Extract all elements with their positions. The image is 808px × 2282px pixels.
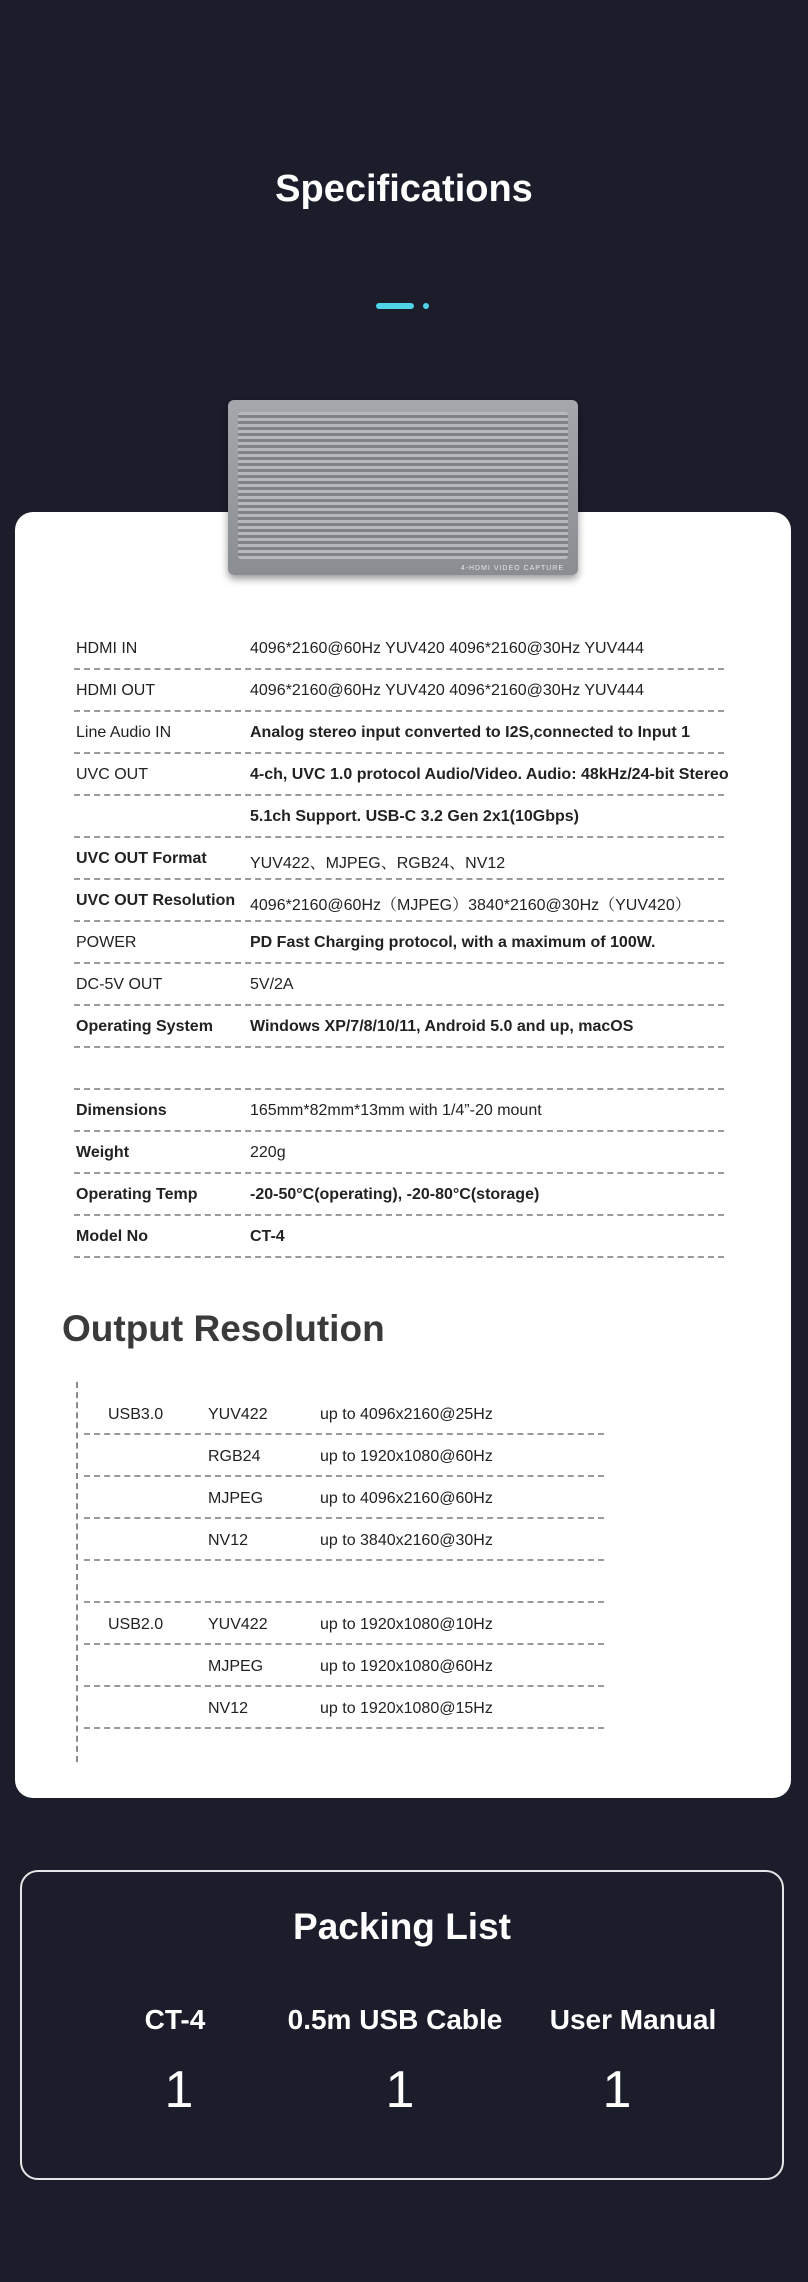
spec-row xyxy=(74,1216,724,1258)
spec-row xyxy=(74,1090,724,1132)
spec-row xyxy=(74,1006,724,1048)
packing-list-title: Packing List xyxy=(293,1906,511,1947)
spec-key: Line Audio IN xyxy=(76,724,172,741)
spec-key: Weight xyxy=(76,1144,130,1161)
spec-row xyxy=(74,796,724,838)
spec-row xyxy=(74,1132,724,1174)
device-label: 4-HDMI VIDEO CAPTURE xyxy=(460,565,564,572)
packing-item-qty: 1 xyxy=(164,2061,194,2119)
spec-row xyxy=(74,712,724,754)
resolution-row xyxy=(84,1393,604,1435)
packing-item-name: User Manual xyxy=(549,2004,717,2035)
spec-value: -20-50°C(operating), -20-80°C(storage) xyxy=(250,1186,540,1203)
spec-value: 220g xyxy=(250,1144,286,1161)
resolution-resolution: up to 4096x2160@60Hz xyxy=(320,1490,493,1507)
spec-key: UVC OUT Format xyxy=(76,850,207,867)
spec-key: Operating Temp xyxy=(76,1186,198,1203)
spec-value: PD Fast Charging protocol, with a maximum of 100W. xyxy=(250,934,656,951)
spec-key: Operating System xyxy=(76,1018,213,1035)
resolution-resolution: up to 1920x1080@60Hz xyxy=(320,1658,493,1675)
resolution-usb-version: USB3.0 xyxy=(108,1406,164,1423)
resolution-row xyxy=(84,1687,604,1729)
spec-value: YUV422、MJPEG、RGB24、NV12 xyxy=(250,855,506,872)
device-ribs xyxy=(238,412,568,559)
spec-value: 4096*2160@60Hz（MJPEG）3840*2160@30Hz（YUV420） xyxy=(250,897,691,914)
spec-table xyxy=(74,628,729,1258)
spec-row xyxy=(74,1174,724,1216)
spec-value: 165mm*82mm*13mm with 1/4”-20 mount xyxy=(250,1102,542,1119)
resolution-format: NV12 xyxy=(208,1700,249,1717)
resolution-row xyxy=(84,1477,604,1519)
spec-row xyxy=(74,1048,724,1090)
resolution-format: YUV422 xyxy=(208,1616,268,1633)
spec-value: 4096*2160@60Hz YUV420 4096*2160@30Hz YUV444 xyxy=(250,682,644,699)
packing-item-qty: 1 xyxy=(602,2061,632,2119)
device-image xyxy=(228,400,578,575)
accent-dot xyxy=(423,303,429,309)
spec-row xyxy=(74,670,724,712)
resolution-row xyxy=(84,1561,604,1603)
spec-key: POWER xyxy=(76,934,137,951)
spec-value: 4-ch, UVC 1.0 protocol Audio/Video. Audio: 48kHz/24-bit Stereo xyxy=(250,766,729,783)
resolution-table xyxy=(84,1393,604,1729)
spec-row xyxy=(74,922,724,964)
resolution-resolution: up to 3840x2160@30Hz xyxy=(320,1532,493,1549)
spec-row xyxy=(74,964,724,1006)
spec-key: Dimensions xyxy=(76,1102,167,1119)
spec-value: CT-4 xyxy=(250,1228,285,1245)
resolution-format: MJPEG xyxy=(208,1658,264,1675)
spec-value: 4096*2160@60Hz YUV420 4096*2160@30Hz YUV444 xyxy=(250,640,644,657)
resolution-row xyxy=(84,1603,604,1645)
accent-dash xyxy=(376,303,414,309)
resolution-row xyxy=(84,1435,604,1477)
resolution-format: RGB24 xyxy=(208,1448,261,1465)
resolution-row xyxy=(84,1519,604,1561)
resolution-resolution: up to 4096x2160@25Hz xyxy=(320,1406,493,1423)
spec-row xyxy=(74,628,724,670)
resolution-row xyxy=(84,1645,604,1687)
output-resolution-title: Output Resolution xyxy=(62,1308,385,1349)
spec-key: HDMI IN xyxy=(76,640,138,657)
spec-key: Model No xyxy=(76,1228,148,1245)
packing-item-qty: 1 xyxy=(385,2061,415,2119)
spec-row xyxy=(74,754,729,796)
spec-value: 5.1ch Support. USB-C 3.2 Gen 2x1(10Gbps) xyxy=(250,808,579,825)
packing-item-name: 0.5m USB Cable xyxy=(287,2004,503,2035)
spec-key: DC-5V OUT xyxy=(76,976,163,993)
resolution-format: YUV422 xyxy=(208,1406,268,1423)
spec-value: Analog stereo input converted to I2S,connected to Input 1 xyxy=(250,724,691,741)
spec-row xyxy=(74,838,724,880)
packing-item-name: CT-4 xyxy=(144,2004,206,2035)
resolution-format: MJPEG xyxy=(208,1490,264,1507)
resolution-format: NV12 xyxy=(208,1532,249,1549)
resolution-resolution: up to 1920x1080@10Hz xyxy=(320,1616,493,1633)
spec-key: UVC OUT xyxy=(76,766,148,783)
spec-key: HDMI OUT xyxy=(76,682,156,699)
specifications-title: Specifications xyxy=(275,168,533,210)
spec-value: Windows XP/7/8/10/11, Android 5.0 and up, macOS xyxy=(250,1018,634,1035)
resolution-usb-version: USB2.0 xyxy=(108,1616,164,1633)
spec-row xyxy=(74,880,724,922)
spec-key: UVC OUT Resolution xyxy=(76,892,236,909)
resolution-resolution: up to 1920x1080@60Hz xyxy=(320,1448,493,1465)
spec-value: 5V/2A xyxy=(250,976,294,993)
resolution-resolution: up to 1920x1080@15Hz xyxy=(320,1700,493,1717)
resolution-dashed-rule xyxy=(76,1382,78,1762)
